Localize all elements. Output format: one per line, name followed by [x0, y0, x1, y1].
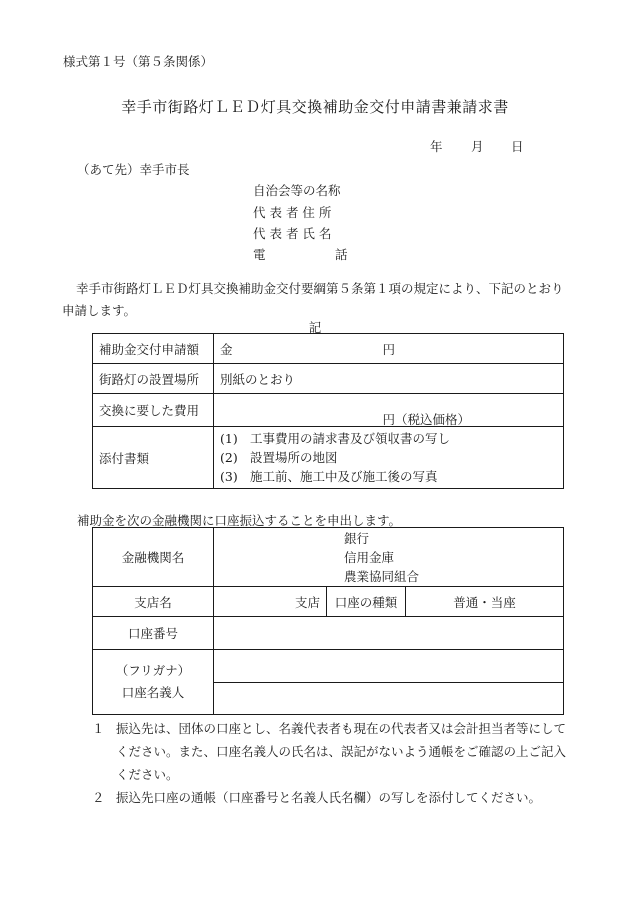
notes — [92, 717, 572, 809]
amount-label: 補助金交付申請額 — [93, 334, 214, 364]
account-number-label: 口座番号 — [93, 617, 214, 650]
recipient: （あて先）幸手市長 — [77, 162, 190, 177]
attachment-text: 施工前、施工中及び施工後の写真 — [250, 469, 438, 484]
attachment-text: 工事費用の請求書及び領収書の写し — [250, 431, 451, 446]
note-text: 振込先口座の通帳（口座番号と名義人氏名欄）の写しを添付してください。 — [116, 790, 542, 805]
amount-field[interactable] — [214, 334, 564, 364]
attachment-item — [220, 429, 557, 448]
institution-type-ja: 農業協同組合 — [344, 568, 420, 584]
page-title: 幸手市街路灯ＬＥＤ灯具交換補助金交付申請書兼請求書 — [121, 98, 509, 116]
cost-unit: 円（税込価格） — [382, 412, 471, 427]
phone-label-2: 話 — [335, 247, 348, 262]
account-number-row — [93, 617, 564, 650]
branch-suffix: 支店 — [294, 594, 320, 610]
rep-address-label: 代 表 者 住 所 — [253, 205, 332, 220]
form-number: 様式第１号（第５条関係） — [63, 54, 214, 69]
date-day-label: 日 — [511, 139, 524, 154]
attachments-row — [93, 427, 564, 489]
date-month-label: 月 — [471, 139, 484, 154]
account-number-field[interactable] — [214, 617, 564, 650]
amount-row — [93, 334, 564, 364]
cost-row — [93, 394, 564, 427]
application-table — [92, 333, 564, 489]
branch-field[interactable] — [214, 587, 327, 617]
furigana-row — [93, 650, 564, 683]
institution-field[interactable] — [214, 528, 564, 587]
date-year-label: 年 — [430, 139, 443, 154]
note-item — [92, 717, 572, 786]
location-label: 街路灯の設置場所 — [93, 364, 214, 394]
institution-row — [93, 528, 564, 587]
body-text: 幸手市街路灯ＬＥＤ灯具交換補助金交付要綱第５条第１項の規定により、下記のとおり申請します。 — [62, 281, 564, 318]
amount-unit: 円 — [382, 341, 396, 357]
institution-label: 金融機関名 — [93, 528, 214, 587]
location-value: 別紙のとおり — [214, 364, 564, 394]
rep-name-label: 代 表 者 氏 名 — [253, 226, 332, 241]
org-name-label: 自治会等の名称 — [253, 183, 341, 198]
holder-field[interactable] — [214, 683, 564, 715]
account-type-value[interactable]: 普通・当座 — [406, 587, 564, 617]
note-item — [92, 786, 572, 809]
note-text: 振込先は、団体の口座とし、名義代表者も現在の代表者又は会計担当者等にしてください。また、口座名義人の氏名は、誤記がないよう通帳をご確認の上ご記入ください。 — [116, 721, 567, 782]
note-number: １ — [92, 721, 105, 736]
attachment-item — [220, 448, 557, 467]
phone-label-1: 電 — [253, 247, 266, 262]
attachment-item — [220, 467, 557, 486]
attachments-label: 添付書類 — [93, 427, 214, 489]
cost-field[interactable] — [214, 394, 564, 427]
attachments-list — [214, 427, 564, 489]
furigana-label: （フリガナ） — [115, 663, 191, 678]
amount-prefix: 金 — [220, 341, 233, 357]
branch-row — [93, 587, 564, 617]
location-row — [93, 364, 564, 394]
branch-label: 支店名 — [93, 587, 214, 617]
cost-label: 交換に要した費用 — [93, 394, 214, 427]
attachment-num: (1) — [220, 431, 238, 446]
ki-heading: 記 — [308, 320, 322, 335]
holder-label: 口座名義人 — [121, 685, 185, 700]
account-type-label: 口座の種類 — [327, 587, 406, 617]
bank-intro: 補助金を次の金融機関に口座振込することを申出します。 — [77, 513, 402, 528]
attachment-text: 設置場所の地図 — [250, 450, 338, 465]
furigana-field[interactable] — [214, 650, 564, 683]
attachment-num: (3) — [220, 469, 238, 484]
attachment-num: (2) — [220, 450, 238, 465]
institution-type-bank: 銀行 — [344, 530, 370, 546]
bank-table — [92, 527, 564, 715]
note-number: ２ — [92, 790, 105, 805]
holder-label-cell — [93, 650, 214, 715]
institution-type-shinkin: 信用金庫 — [344, 549, 395, 565]
